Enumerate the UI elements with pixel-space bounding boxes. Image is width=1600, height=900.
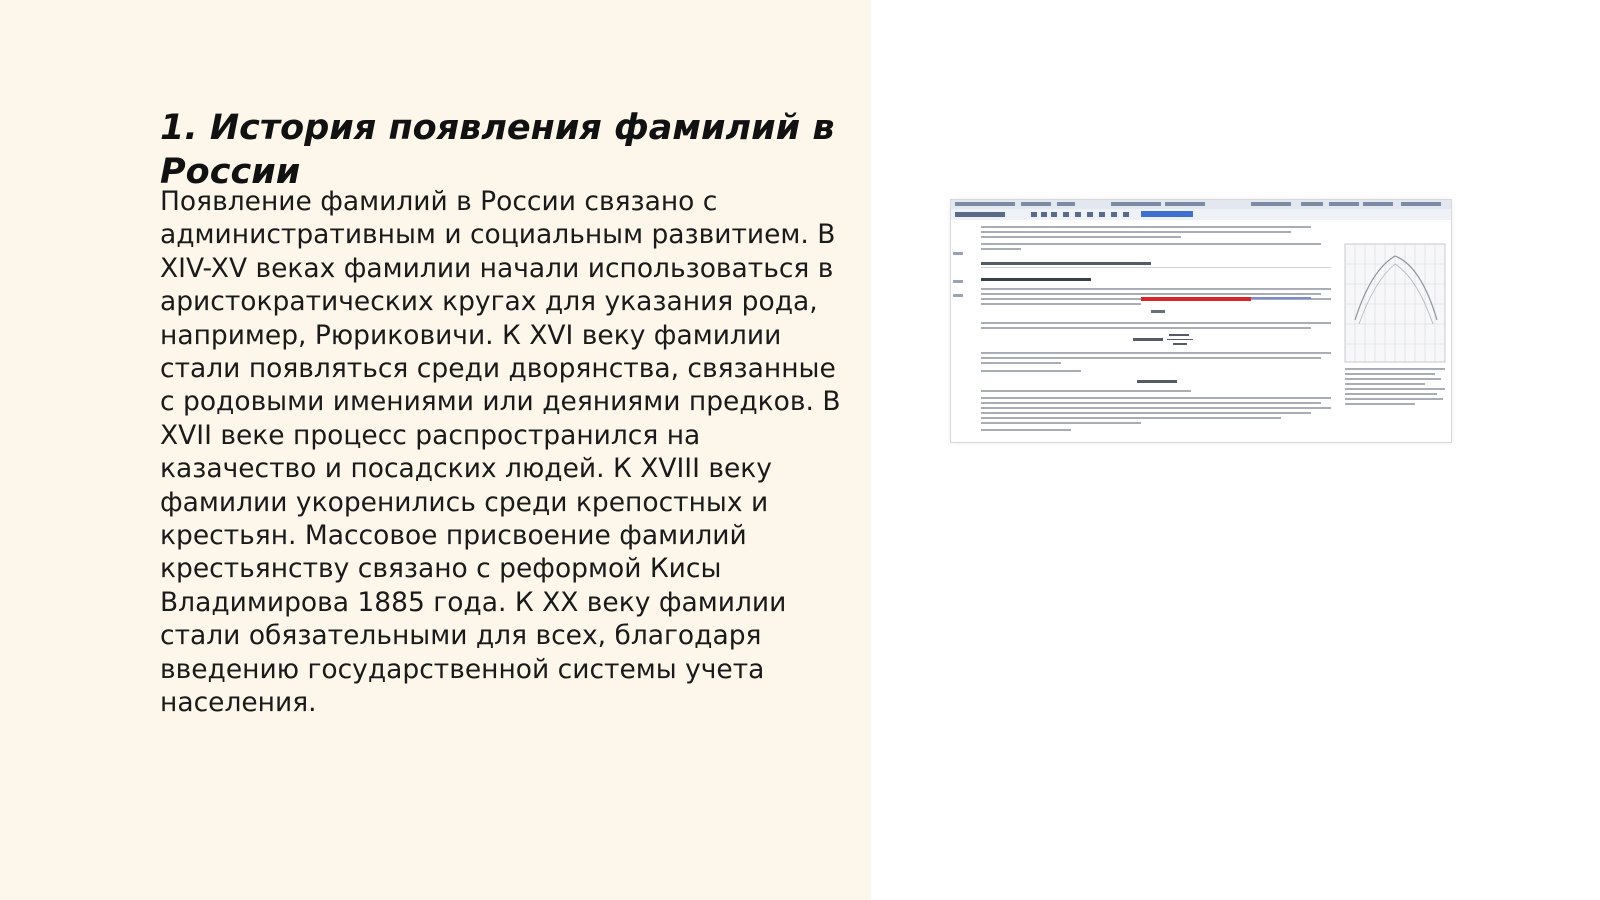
- embedded-screenshot: [950, 199, 1452, 443]
- slide-title: 1. История появления фамилий в России: [160, 108, 835, 192]
- slide-body-text: Появление фамилий в России связано с административным и социальным развитием. В XIV-XV веках фамилии начали использоваться в аристократических кругах для указания рода, например, Рюриковичи. К XVI веку фамилии стали появляться среди дворянства, связанные с родовыми имениями или деяниями предков. В XVII веке процесс распространился на казачество и посадских людей. К XVIII веку фамилии укоренились среди крепостных и крестьян. Массовое присвоение фамилий крестьянству связано с реформой Кисы Владимирова 1885 года. К XX веку фамилии стали обязательными для всех, благодаря введению государственной системы учета населения.: [160, 186, 841, 719]
- right-panel: [871, 0, 1600, 900]
